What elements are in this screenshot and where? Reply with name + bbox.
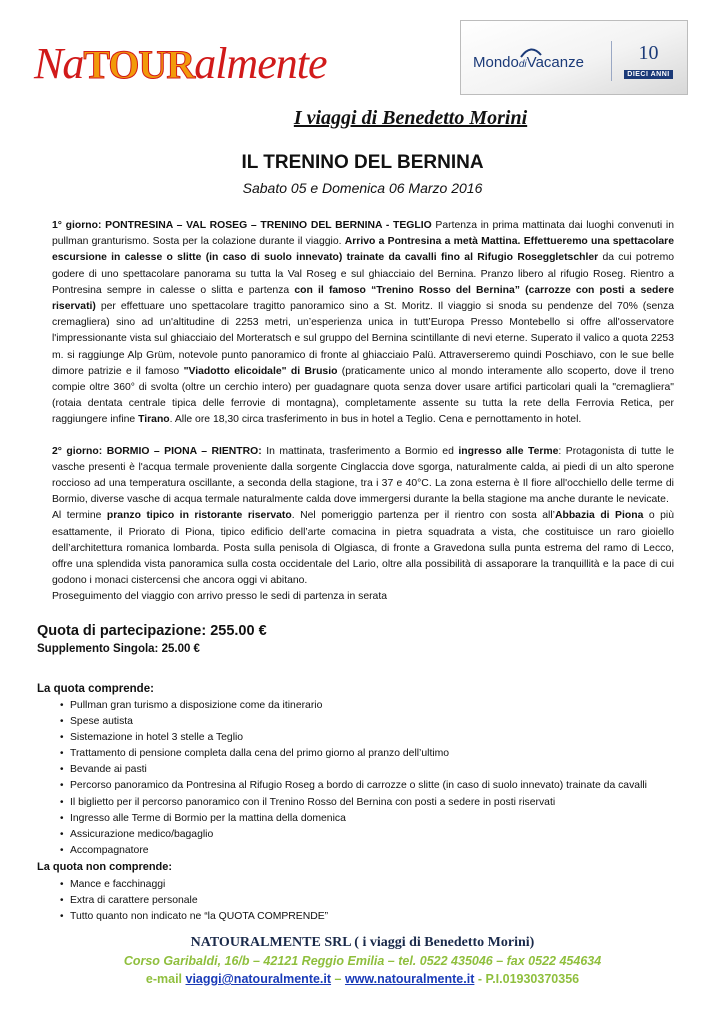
footer-contacts: e-mail viaggi@natouralmente.it – www.natouralmente.it - P.I.01930370356 — [145, 972, 580, 986]
day2-paragraph: 2° giorno: BORMIO – PIONA – RIENTRO: In mattinata, trasferimento a Bormio ed ingresso alle Terme: Protagonista di tutte le vasche presenti è l'acqua termale proveniente dalla sorgente Cinglaccia dove sgorga, naturalmente calda, ai piedi di un alto sperone roccioso ad una temperatura oscillante, a seconda della stagione, tra i 37 e 40°C. La zona esterna è Il fiore all'occhiello delle terme di Bormio, diverse vasche di acqua termale naturalmente calda dove immergersi durante la bella stagione ma anche durante le nevicate. — [52, 445, 675, 506]
list-item: • Extra di carattere personale — [60, 893, 328, 909]
brand-subtitle: I viaggi di Benedetto Morini — [293, 107, 528, 129]
list-item: • Ingresso alle Terme di Bormio per la mattina della domenica — [60, 811, 647, 827]
mondo-di-vacanze-logo — [460, 20, 688, 95]
logo-wordmark: NaTOURalmente — [34, 39, 327, 88]
list-item: • Tutto quanto non indicato ne “la QUOTA COMPRENDE” — [60, 909, 328, 925]
price-quota: Quota di partecipazione: 255.00 € — [37, 623, 267, 639]
anniversary-badge: 10 DIECI ANNI — [621, 43, 676, 79]
page-title: IL TRENINO DEL BERNINA — [241, 152, 484, 173]
excludes-heading: La quota non comprende: — [37, 861, 173, 873]
natouralmente-logo — [34, 20, 369, 105]
list-item: • Pullman gran turismo a disposizione come da itinerario — [60, 698, 647, 714]
footer-address: Corso Garibaldi, 16/b – 42121 Reggio Emilia – tel. 0522 435046 – fax 0522 454634 — [123, 954, 602, 968]
partner-wordmark: MondodiVacanze — [473, 54, 584, 71]
website-link[interactable]: www.natouralmente.it — [344, 972, 475, 986]
list-item: • Il biglietto per il percorso panoramico con il Trenino Rosso del Bernina con posti a sedere in posti riservati — [60, 795, 647, 811]
day1-paragraph: 1° giorno: PONTRESINA – VAL ROSEG – TRENINO DEL BERNINA - TEGLIO Partenza in prima mattinata dai luoghi convenuti in pullman granturismo. Sosta per la colazione durante il viaggio. Arrivo a Pontresina a metà Mattina. Effettueremo una spettacolare escursione in calesse o slitte (in caso di suolo innevato) trainate da cavalli fino al Rifugio Roseggletschler da cui potremo godere di uno spettacolare panorama su tutta la Val Roseg e sul ghiacciaio del Bernina. Pranzo libero al rifugio Roseg. Rientro a Pontresina sempre in calesse o slitta e partenza con il famoso “Trenino Rosso del Bernina” (carrozze con posti a sedere riservati) per effettuare uno spettacolare tragitto panoramico sino a St. Moritz. Il viaggio si snoda su pendenze del 70% (senza cremagliera) sino ad un'altitudine di 2253 metri, un’esperienza unica in tutt’Europa Presso Montebello si offre all'osservatore l'impressionante vista sul ghiacciaio del Morteratsch e sul gruppo del Bernina scintillante di nevi eterne. Superato il valico a quota 2253 m. si raggiunge Alp Grüm, notevole punto panoramico di fronte al ghiacciaio Palü. Attraverseremo quindi Poschiavo, con le sue belle dimore patrizie e il famoso "Viadotto elicoidale" di Brusio (praticamente unico al mondo interamente allo scoperto, dove il treno compie oltre 360° di svolta (oltre un cerchio intero) per guadagnare quota senza dover usare artifici particolari quali la "cremagliera" (rotaia dentata centrale tipica delle ferrovie di montagna), completamente assente su tutta la rete della Ferrovia Retica, per raggiungere infine Tirano. Alle ore 18,30 circa trasferimento in bus in hotel a Teglio. Cena e pernottamento in hotel. — [52, 220, 674, 426]
divider — [611, 41, 612, 81]
day2-closing: Proseguimento del viaggio con arrivo presso le sedi di partenza in serata — [52, 591, 387, 603]
includes-list — [60, 698, 647, 859]
list-item: • Trattamento di pensione completa dalla cena del primo giorno al pranzo dell’ultimo — [60, 746, 647, 762]
email-link[interactable]: viaggi@natouralmente.it — [185, 972, 332, 986]
list-item: • Sistemazione in hotel 3 stelle a Teglio — [60, 730, 647, 746]
list-item: • Mance e facchinaggi — [60, 877, 328, 893]
trip-dates: Sabato 05 e Domenica 06 Marzo 2016 — [242, 180, 483, 196]
price-supplement: Supplemento Singola: 25.00 € — [37, 643, 200, 655]
includes-heading: La quota comprende: — [37, 683, 154, 695]
list-item: • Accompagnatore — [60, 843, 647, 859]
list-item: • Spese autista — [60, 714, 647, 730]
day2-paragraph-2: Al termine pranzo tipico in ristorante riservato. Nel pomeriggio partenza per il rientro con sosta all’Abbazia di Piona o più esattamente, il Priorato di Piona, tipico edificio dell’arte comacina in pietra squadrata a vista, che costituisce un raro gioiello dell’architettura romanica lombarda. Posta sulla penisola di Olgiasca, di fronte a Gravedona sulla punta estrema del ramo di Lecco, offre una splendida vista panoramica sulla costa occidentale del Lario, oltre alla possibilità di assaporare la tranquillità e la pace di cui godono i monaci cistercensi che ancora oggi vi abitano. — [52, 510, 675, 587]
footer-company: NATOURALMENTE SRL ( i viaggi di Benedetto Morini) — [190, 935, 535, 950]
list-item: • Bevande ai pasti — [60, 762, 647, 778]
itinerary — [52, 218, 674, 606]
list-item: • Percorso panoramico da Pontresina al Rifugio Roseg a bordo di carrozze o slitte (in caso di suolo innevato) trainate da cavalli — [60, 778, 647, 794]
list-item: • Assicurazione medico/bagaglio — [60, 827, 647, 843]
excludes-list — [60, 877, 328, 925]
